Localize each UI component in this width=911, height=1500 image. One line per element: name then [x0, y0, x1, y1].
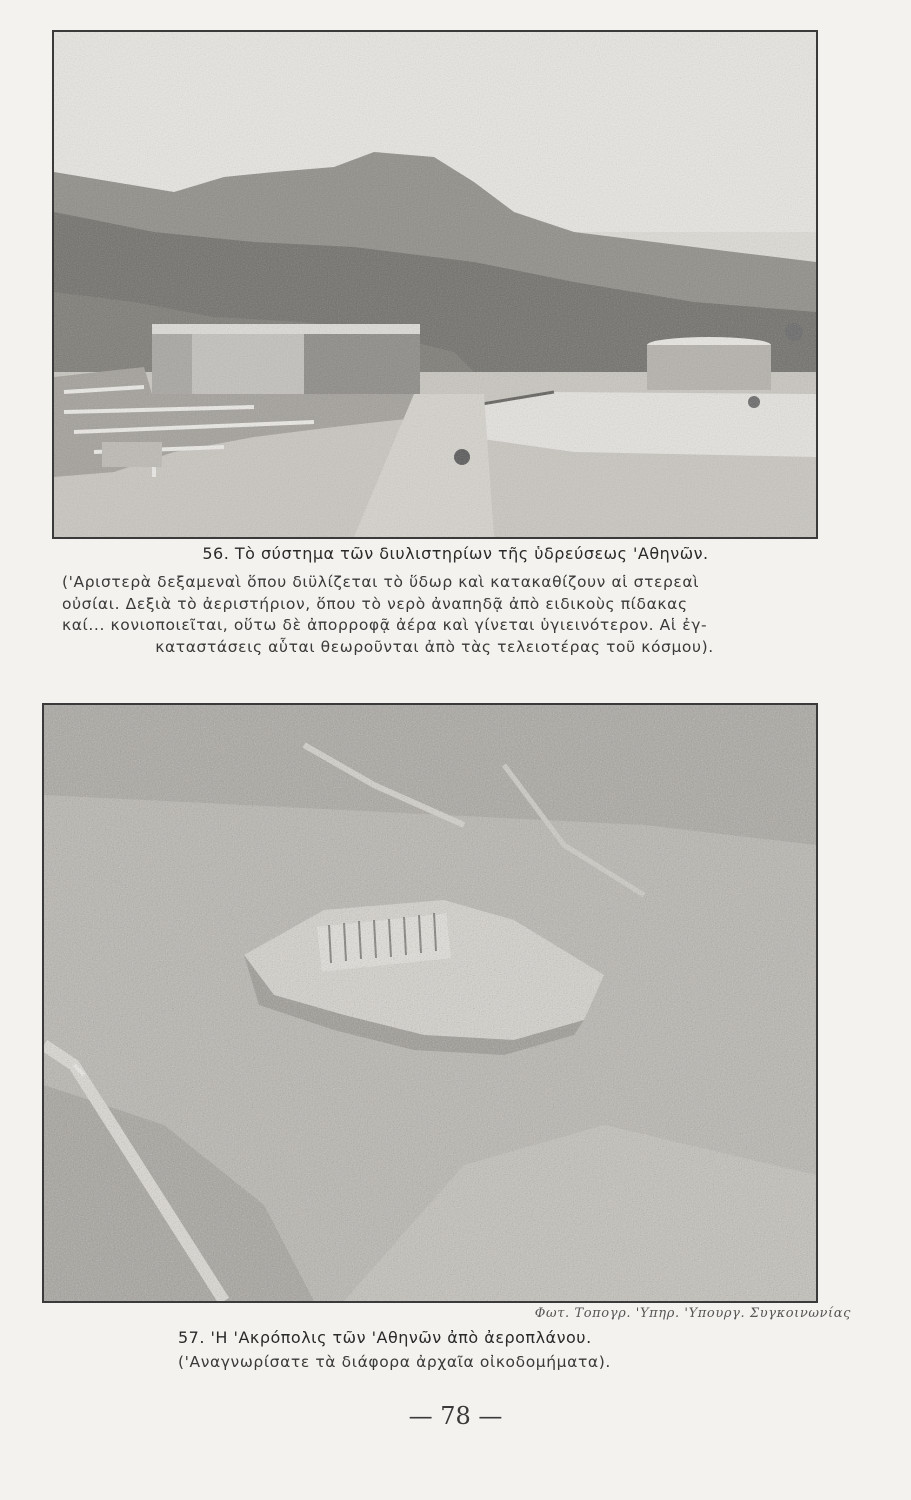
caption-line: καί... κονιοποιεῖται, οὕτω δὲ ἀπορροφᾷ ἀέρα καὶ γίνεται ὑγιεινότερον. Αἱ ἐγ- [62, 616, 708, 634]
figure-57-caption-body [178, 1352, 611, 1374]
caption-line: καταστάσεις αὗται θεωροῦνται ἀπὸ τὰς τελειοτέρας τοῦ κόσμου). [155, 637, 714, 656]
photo-credit: Φωτ. Τοπογρ. 'Υπηρ. 'Υπουργ. Συγκοινωνίας [534, 1306, 851, 1321]
figure-57-caption-title: 57. 'Η 'Ακρόπολις τῶν 'Αθηνῶν ἀπὸ ἀεροπλάνου. [178, 1328, 592, 1347]
caption-line: ('Αναγνωρίσατε τὰ διάφορα ἀρχαῖα οἰκοδομήματα). [178, 1353, 611, 1371]
caption-line: ('Αριστερὰ δεξαμεναὶ ὅπου διϋλίζεται τὸ ὕδωρ καὶ κατακαθίζουν αἱ στερεαὶ [62, 573, 700, 591]
figure-56-caption-body [62, 572, 807, 658]
acropolis-aerial-drawing [44, 705, 816, 1301]
filtration-plant-photo [52, 30, 818, 539]
caption-line: οὐσίαι. Δεξιὰ τὸ ἀεριστήριον, ὅπου τὸ νερὸ ἀναπηδᾷ ἀπὸ ειδικοὺς πίδακας [62, 594, 688, 613]
figure-56-caption-title: 56. Τὸ σύστημα τῶν διυλιστηρίων τῆς ὑδρεύσεως 'Αθηνῶν. [202, 544, 709, 563]
filtration-plant-drawing [54, 32, 816, 537]
acropolis-aerial-photo [42, 703, 818, 1303]
page-number: — 78 — [408, 1402, 503, 1430]
